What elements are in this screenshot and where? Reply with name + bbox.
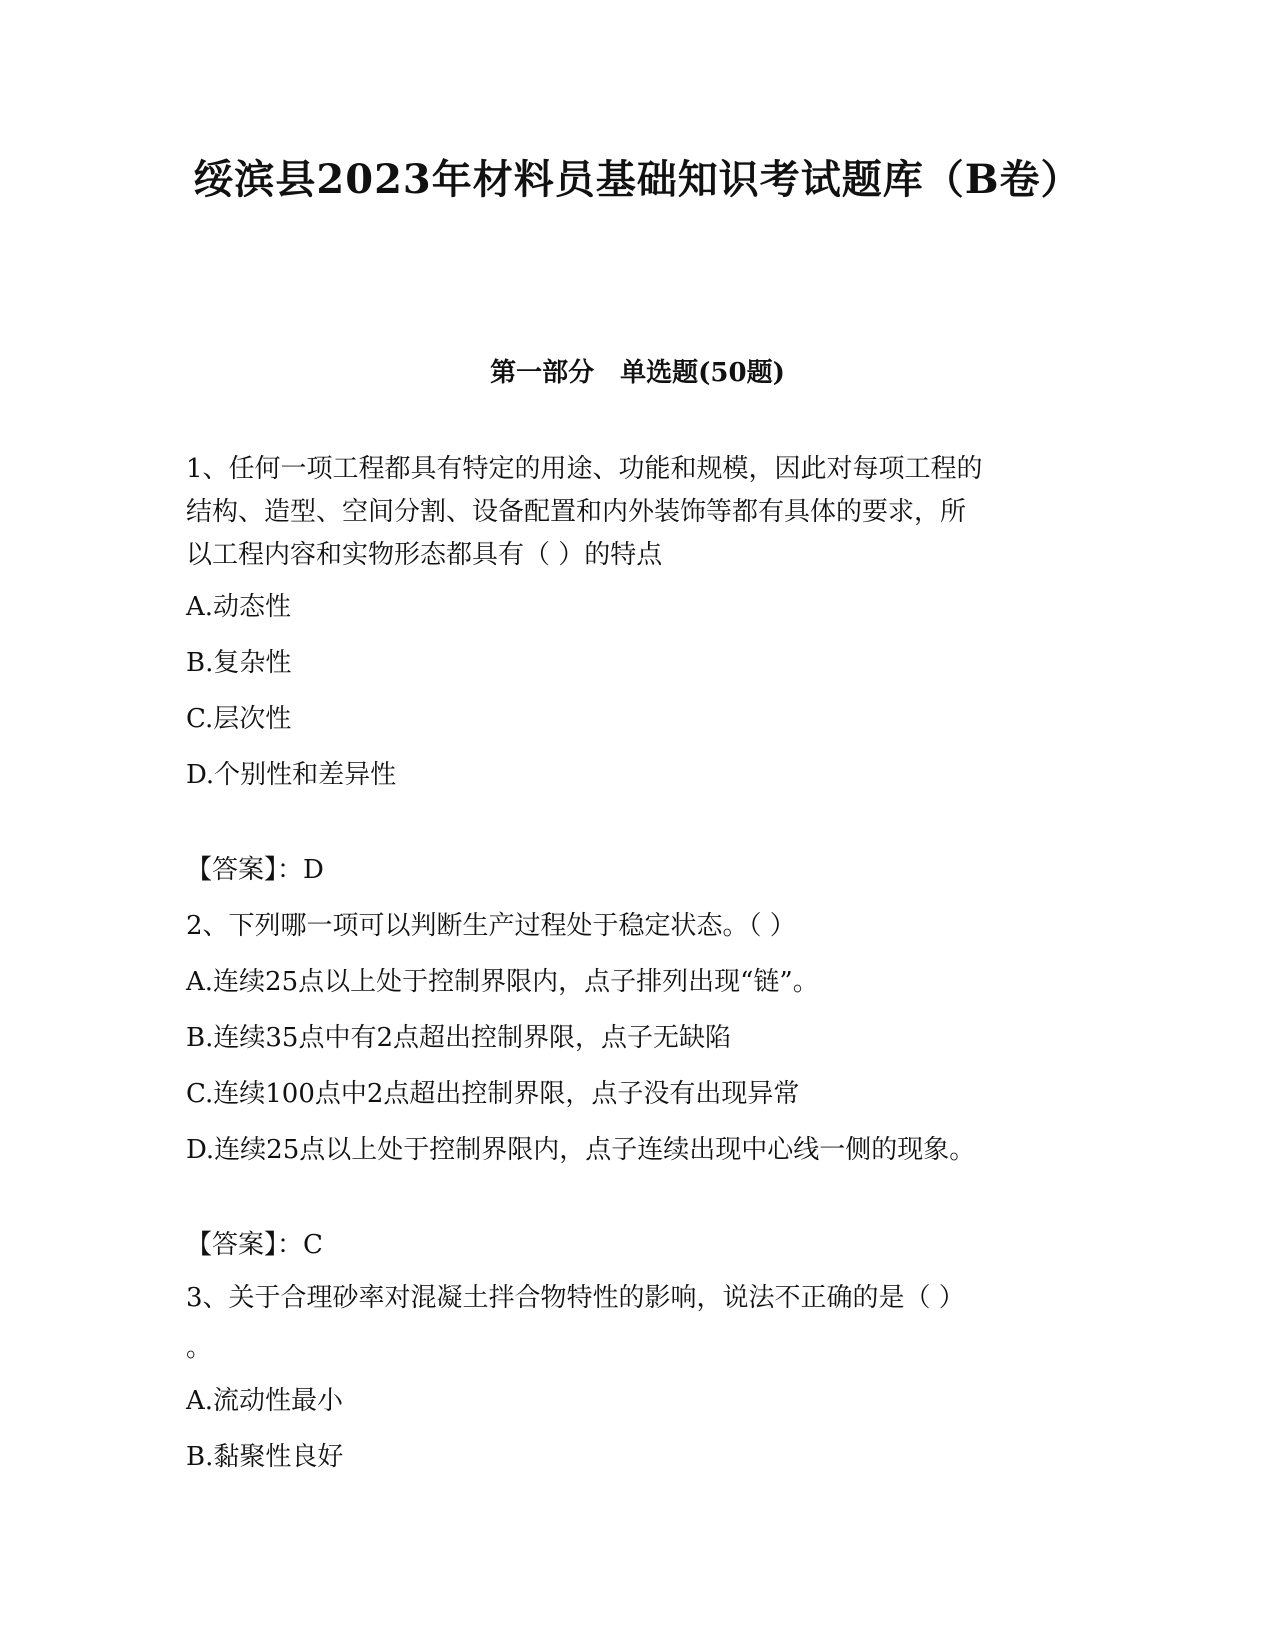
option-d: D.连续25点以上处于控制界限内，点子连续出现中心线一侧的现象。 (186, 1135, 976, 1165)
option-a: A.动态性 (186, 592, 292, 622)
question-text-line: 。 (186, 1333, 213, 1363)
document-title: 绥滨县2023年材料员基础知识考试题库（B卷） (193, 156, 1082, 203)
question-text-line: 以工程内容和实物形态都具有（ ）的特点 (186, 540, 663, 570)
option-a: A.流动性最小 (186, 1386, 344, 1416)
option-b: B.连续35点中有2点超出控制界限，点子无缺陷 (186, 1023, 731, 1053)
option-b: B.黏聚性良好 (186, 1442, 344, 1472)
question-1 (186, 448, 1086, 898)
section-heading: 第一部分 单选题(50题) (490, 358, 785, 388)
answer-text: 【答案】：C (186, 1230, 323, 1260)
question-3 (186, 1273, 1086, 1485)
option-c: C.层次性 (186, 704, 292, 734)
question-2 (186, 898, 1086, 1273)
option-a: A.连续25点以上处于控制界限内，点子排列出现“链”。 (186, 967, 819, 997)
question-text-line: 2、下列哪一项可以判断生产过程处于稳定状态。（ ） (186, 911, 796, 941)
option-b: B.复杂性 (186, 648, 292, 678)
question-text-line: 1、任何一项工程都具有特定的用途、功能和规模，因此对每项工程的 (186, 454, 983, 484)
question-text-line: 3、关于合理砂率对混凝土拌合物特性的影响，说法不正确的是（ ） (186, 1283, 965, 1313)
question-list (186, 448, 1086, 1485)
option-c: C.连续100点中2点超出控制界限，点子没有出现异常 (186, 1079, 800, 1109)
question-text-line: 结构、造型、空间分割、设备配置和内外装饰等都有具体的要求，所 (186, 497, 967, 527)
option-d: D.个别性和差异性 (186, 760, 397, 790)
answer-text: 【答案】：D (186, 855, 324, 885)
